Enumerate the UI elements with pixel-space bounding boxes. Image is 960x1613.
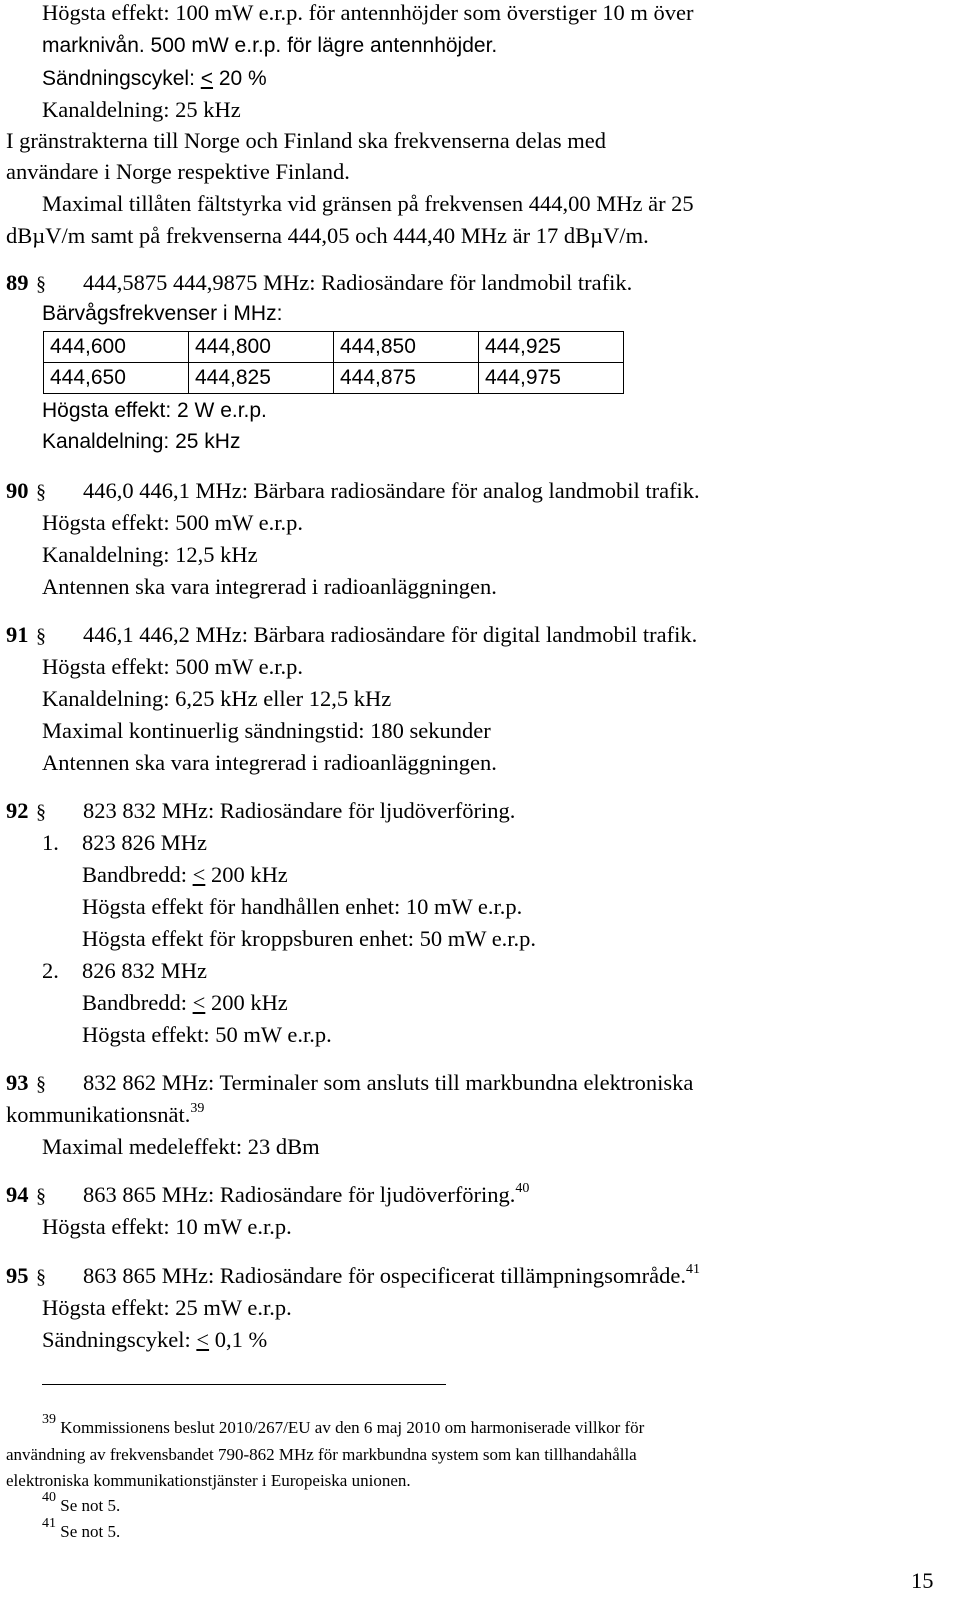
table-cell: 444,650: [44, 363, 189, 394]
table-cell: 444,925: [479, 332, 624, 363]
text-line: I gränstrakterna till Norge och Finland ska frekvenserna delas med: [6, 128, 607, 153]
table-cell: 444,825: [189, 363, 334, 394]
footnote-ref[interactable]: 39: [190, 1101, 205, 1116]
list-item-title: 823 826 MHz: [82, 830, 207, 855]
section-number: 93: [6, 1070, 29, 1095]
section-90-heading: [6, 478, 946, 504]
section-title: 863 865 MHz: Radiosändare för ospecificerat tillämpningsområde.$^{41}$: [83, 1262, 700, 1288]
section-symbol-icon: §: [36, 273, 46, 295]
section-89-heading: [6, 270, 946, 296]
text-line: Kanaldelning: 25 kHz: [42, 430, 241, 453]
section-symbol-icon: §: [36, 481, 46, 503]
text-line: Sändningscykel: < 0,1 %: [42, 1327, 268, 1352]
text-line: Högsta effekt: 50 mW e.r.p.: [82, 1022, 332, 1047]
table-row: [44, 332, 624, 363]
text-line: användare i Norge respektive Finland.: [6, 159, 350, 184]
footnote-39: $^{39}$ Kommissionens beslut 2010/267/EU av den 6 maj 2010 om harmoniserade villkor för: [42, 1412, 645, 1437]
text-line: Bandbredd: < 200 kHz: [82, 990, 288, 1015]
footnote-number: 41: [42, 1516, 56, 1531]
text-line: Kanaldelning: 12,5 kHz: [42, 542, 258, 567]
list-marker: 1.: [42, 830, 59, 855]
section-symbol-icon: §: [36, 625, 46, 647]
text-line: Antennen ska vara integrerad i radioanläggningen.: [42, 574, 497, 599]
footnote-divider: [42, 1384, 446, 1385]
section-title: 823 832 MHz: Radiosändare för ljudöverföring.: [83, 798, 516, 823]
text-line: dBµV/m samt på frekvenserna 444,05 och 444,40 MHz är 17 dBµV/m.: [6, 223, 649, 248]
section-95-heading: [6, 1263, 946, 1289]
section-symbol-icon: §: [36, 801, 46, 823]
text-line: marknivån. 500 mW e.r.p. för lägre antennhöjder.: [42, 34, 498, 57]
text-line: Högsta effekt: 500 mW e.r.p.: [42, 510, 303, 535]
section-number: 95: [6, 1263, 29, 1288]
section-92-heading: [6, 798, 946, 824]
section-title: 863 865 MHz: Radiosändare för ljudöverföring.$^{40}$: [83, 1181, 530, 1207]
section-symbol-icon: §: [36, 1073, 46, 1095]
text-line: Högsta effekt: 2 W e.r.p.: [42, 399, 267, 422]
text-line: Maximal kontinuerlig sändningstid: 180 sekunder: [42, 718, 491, 743]
text-line: Högsta effekt: 500 mW e.r.p.: [42, 654, 303, 679]
section-number: 91: [6, 622, 29, 647]
footnote-41: $^{41}$ Se not 5.: [42, 1516, 121, 1541]
text-line: Högsta effekt för handhållen enhet: 10 mW e.r.p.: [82, 894, 523, 919]
page-number: 15: [911, 1568, 934, 1593]
carrier-label: Bärvågsfrekvenser i MHz:: [42, 302, 283, 325]
list-marker: 2.: [42, 958, 59, 983]
section-title: 446,1 446,2 MHz: Bärbara radiosändare för digital landmobil trafik.: [83, 622, 698, 647]
table-cell: 444,875: [334, 363, 479, 394]
text-line: Bandbredd: < 200 kHz: [82, 862, 288, 887]
text-line: Maximal tillåten fältstyrka vid gränsen på frekvensen 444,00 MHz är 25: [42, 191, 694, 216]
footnote-39-line: elektroniska kommunikationstjänster i Europeiska unionen.: [6, 1471, 411, 1490]
frequency-table: [43, 331, 624, 394]
list-item-title: 826 832 MHz: [82, 958, 207, 983]
section-93-heading: [6, 1070, 946, 1096]
text-line: Högsta effekt: 25 mW e.r.p.: [42, 1295, 292, 1320]
section-number: 89: [6, 270, 29, 295]
footnote-ref[interactable]: 41: [685, 1262, 700, 1277]
table-cell: 444,850: [334, 332, 479, 363]
table-row: [44, 363, 624, 394]
table-cell: 444,600: [44, 332, 189, 363]
text-line: Kanaldelning: 6,25 kHz eller 12,5 kHz: [42, 686, 392, 711]
footnote-40: $^{40}$ Se not 5.: [42, 1490, 121, 1515]
section-title: 444,5875 444,9875 MHz: Radiosändare för landmobil trafik.: [83, 270, 633, 295]
text-line: Högsta effekt: 10 mW e.r.p.: [42, 1214, 292, 1239]
text-line: Maximal medeleffekt: 23 dBm: [42, 1134, 320, 1159]
section-title: 832 862 MHz: Terminaler som ansluts till markbundna elektroniska: [83, 1070, 694, 1095]
section-symbol-icon: §: [36, 1185, 46, 1207]
table-cell: 444,975: [479, 363, 624, 394]
text-line: kommunikationsnät.$^{39}$: [6, 1101, 205, 1127]
section-number: 90: [6, 478, 29, 503]
section-94-heading: [6, 1182, 946, 1208]
section-number: 92: [6, 798, 29, 823]
footnote-number: 39: [42, 1412, 56, 1427]
table-cell: 444,800: [189, 332, 334, 363]
footnote-number: 40: [42, 1490, 56, 1505]
footnote-ref[interactable]: 40: [515, 1181, 530, 1196]
text-line: Högsta effekt för kroppsburen enhet: 50 mW e.r.p.: [82, 926, 537, 951]
section-number: 94: [6, 1182, 29, 1207]
text-line: Högsta effekt: 100 mW e.r.p. för antennhöjder som överstiger 10 m över: [42, 0, 694, 25]
footnote-39-line: användning av frekvensbandet 790-862 MHz för markbundna system som kan tillhandahålla: [6, 1445, 637, 1464]
section-symbol-icon: §: [36, 1266, 46, 1288]
text-line: Antennen ska vara integrerad i radioanläggningen.: [42, 750, 497, 775]
section-title: 446,0 446,1 MHz: Bärbara radiosändare för analog landmobil trafik.: [83, 478, 700, 503]
text-line: Sändningscykel: < 20 %: [42, 67, 267, 90]
section-91-heading: [6, 622, 946, 648]
text-line: Kanaldelning: 25 kHz: [42, 97, 241, 122]
